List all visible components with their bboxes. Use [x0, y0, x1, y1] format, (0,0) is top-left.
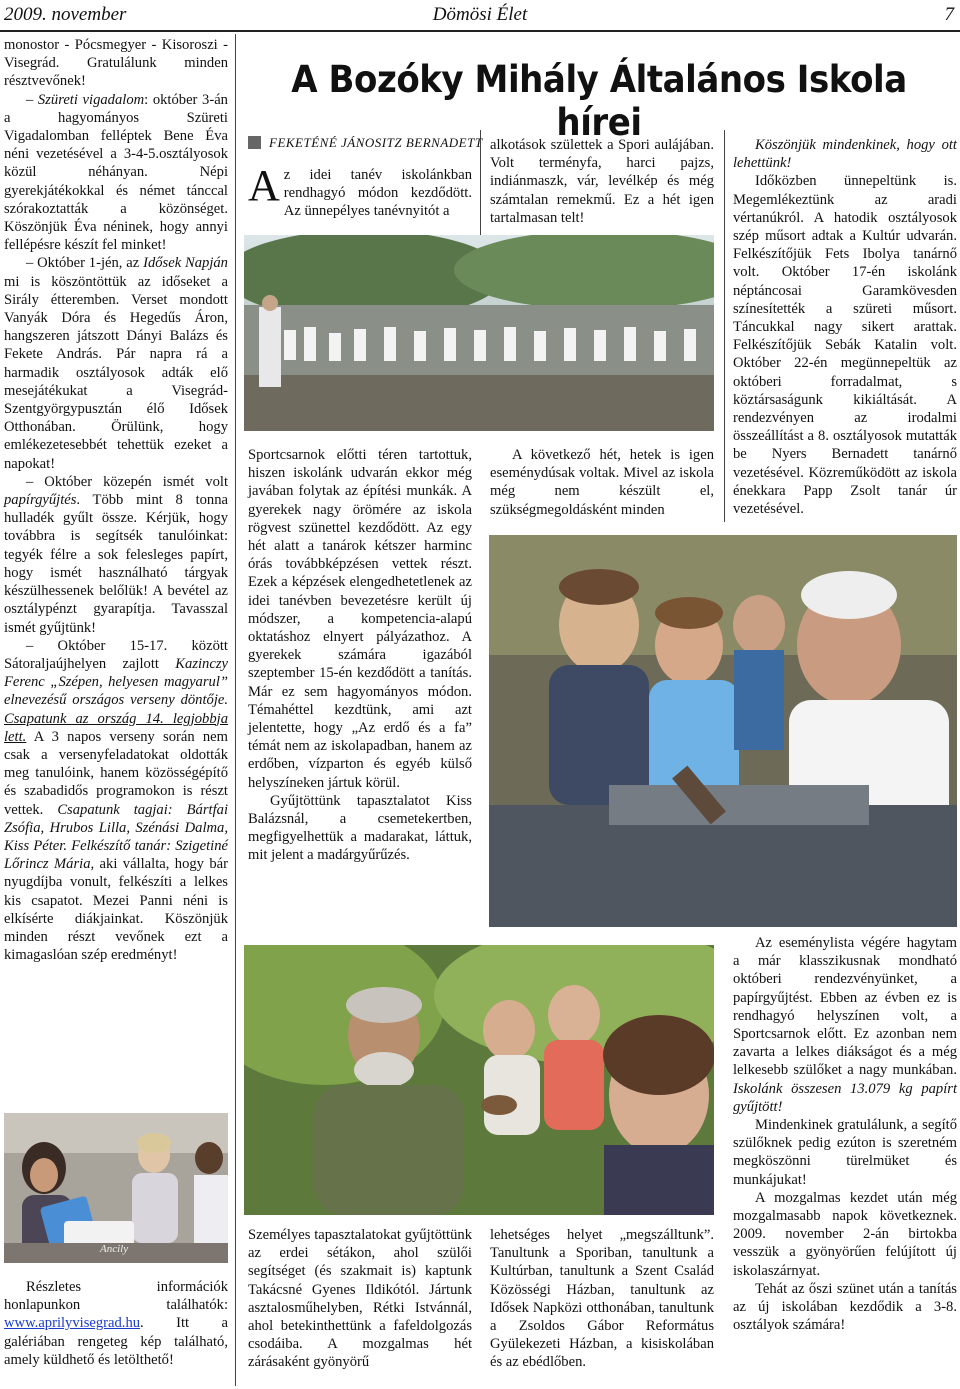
- forest-walk-photo: [244, 945, 714, 1215]
- column-2: [248, 446, 472, 865]
- ceremony-illustration: [244, 235, 714, 431]
- paragraph: – Szüreti vigadalom: október 3-án a hagyományos Szüreti Vigadalomban felléptek Bene Éva néni vezetésével a 3-4-5.osztályosok közül néhányan. Népi gyerekjátékokkal és német tánccal szórakoztatták a közönséget. Köszönjük Éva néninek, hogy annyi fellépésre készít fel minket!: [4, 91, 228, 254]
- paragraph: A következő hét, hetek is igen eseménydúsak voltak. Mivel az iskola még nem készült el, szükségmegoldásként minden: [490, 447, 714, 518]
- paragraph: Személyes tapasztalatokat gyűjtöttünk az erdei sétákon, ahol szülői segítséget (és szakmait is) kaptunk Takácsné Gyenes Ildikótól. Jártunk asztalosműhelyben, Rétki Istvánnál, ahol betekinthettünk a fafeldolgozás csodáiba. A mozgalmas hét zárásaként gyönyörű: [248, 1227, 472, 1371]
- column-2-intro: [248, 161, 472, 221]
- paragraph: Az eseménylista végére hagytam a már klasszikusnak mondható októberi rendezvényünket, a papírgyűjtést. Ebben az évben ez is rendhagyó helyszínen volt, a Sportcsarnok előtt. Ez azonban nem zavarta a lelkes diákságot és a még lelkesebb szülőket a nagy munkában. Iskolánk összesen 13.079 kg papírt gyűjtött!: [733, 935, 957, 1115]
- forest-illustration: [244, 945, 714, 1215]
- column-4: [733, 136, 957, 518]
- byline-text: FEKETÉNÉ JÁNOSITZ BERNADETT: [269, 135, 483, 150]
- byline-marker: [248, 136, 261, 149]
- column-2-bottom: [248, 1226, 472, 1372]
- paragraph: Mindenkinek gratulálunk, a segítő szülőknek pedig ezúton is szeretném megköszönni türelmüket és munkájukat!: [733, 1117, 957, 1188]
- paragraph: – Október közepén ismét volt papírgyűjtés. Több mint 8 tonna hulladék gyűlt össze. Kérjük, hogy továbbra is segítsék tanulóinkat: tegyék félre a sok felesleges papírt, hogy ismét használható tárgyak készülhessenek belőlük! A bevétel az osztálypénzt gyarapítja. Tavasszal ismét gyűjtünk!: [4, 473, 228, 636]
- paragraph: A mozgalmas kezdet után még mozgalmasabb napok következnek. 2009. november 2-án birtokba vesszük a gyönyörűen felújított új iskolaszárnyat.: [733, 1189, 957, 1279]
- page-number: 7: [944, 4, 954, 25]
- computer-class-illustration: [4, 1113, 228, 1263]
- paragraph: Az idei tanév iskolánkban rendhagyó módon kezdődött. Az ünnepélyes tanévnyitót a: [248, 161, 472, 220]
- school-opening-photo: [244, 235, 714, 431]
- woodworking-photo: [489, 535, 957, 927]
- paragraph: – Október 1-jén, az Idősek Napján mi is köszöntöttük az időseket a Sirály étteremben. Verset mondott Vanyák Dóra és Hegedűs Áron, hangszeren játszott Dányi Balázs és Fekete András. Pár napra rá a harmadik osztályosok adták elő mesejátékukat a Visegrád-Szentgyörgypusztán élő Idősek Otthonában. Örülünk, hogy emlékezetesebbét tehettük ezeket a napokat!: [4, 255, 228, 472]
- column-1: [4, 36, 228, 964]
- paragraph: alkotások születtek a Spori aulájában. Volt terményfa, harci pajzs, indiánmaszk, vár, levélkép és még számtalan remekmű. Ez a hét igen tartalmasan telt!: [490, 137, 714, 226]
- column-divider: [724, 130, 725, 522]
- workshop-illustration: [489, 535, 957, 927]
- paragraph: Sportcsarnok előtti téren tartottuk, hiszen iskolánk udvarán ekkor még javában folytak az építési munkák. A gyerekek nagy örömére az iskola rögvest szünettel kezdődött. Az egy hét alatt a tanárok kétszer harminc órás továbbképzésen vettek részt. Ezek a képzések elengedhetetlenek az idei tanévben bevezetésre került új módszer, a kompetencia-alapú oktatáshoz elnyert pályázathoz. A gyerekek számára igazából szeptember 15-én kezdődött a tanítás. Már ez sem hagyományos módon. Témahéttel kezdtünk, ami azt jelentette, hogy „Az erdő és a fa” témát nem az iskolapadban, hanem az erdőben, vízparton és egyéb külső helyszíneken jártuk körül.: [248, 447, 472, 791]
- header-rule: [0, 30, 960, 32]
- column-3: [490, 136, 714, 227]
- paragraph: lehetséges helyet „megszálltunk”. Tanultunk a Sporiban, tanultunk a Kultúrban, tanultunk a Szent Család Közösségi Házban, tanultunk az Idősek Napközi otthonában, tanultunk a Zsoldos Gábor Református Gyülekezeti Házban, a kisiskolában és az ebédlőben.: [490, 1227, 714, 1371]
- paragraph: – Október 15-17. között Sátoraljaújhelyen zajlott Kazinczy Ferenc „Szépen, helyesen magyarul” elnevezésű országos verseny döntője. Csapatunk az ország 14. legjobbja lett. A 3 napos verseny során nem csak a versenyfeladatokat oldották meg tanulóink, hanem közösségépítő és szabadidős programokon is részt vettek. Csapatunk tagjai: Bártfai Zsófia, Hrubos Lilla, Szénási Dalma, Kiss Péter. Felkészítő tanár: Szigetiné Lőrincz Mária, aki vállalta, hogy bár nyugdíjba vonult, felkészíti a lelkes kis csapatot. Mezei Panni néni is elkísérte diákjainkat. Köszönjük minden részt vevőnek ezt a kimagaslóan szép eredményt!: [4, 637, 229, 964]
- paragraph: Időközben ünnepeltünk is. Megemlékeztünk az aradi vértanúkról. A hatodik osztályosok szép műsort adtak a Kultúr udvarán. Felkészítőjük Fets Ibolya tanárnő volt. Október 17-én iskolánk néptáncosai Garamkövesden színesítették a szüreti műsort. Táncukkal nagy sikert arattak. Felkészítőjük Sebák Katalin volt. Október 22-én megünnepeltük az októberi forradalmat, s köztársaságunk kikiáltását. A rendezvényen az irodalmi összeállítást a 8. osztályosok mutatták be Nyers Bernadett tanárnő vezetésével. Közreműködött az iskola énekkara Papp Zsolt tanár úr vezetésével.: [733, 173, 957, 518]
- website-link[interactable]: www.aprilyvisegrad.hu: [4, 1315, 141, 1332]
- column-divider: [235, 34, 236, 1386]
- drop-cap: A: [248, 161, 280, 210]
- paragraph: Részletes információk honlapunkon találhatók: www.aprilyvisegrad.hu. Itt a galériában rengeteg kép található, amely küldhető és letölthető!: [4, 1279, 228, 1368]
- column-4-bottom: [733, 934, 957, 1334]
- paragraph: monostor - Pócsmegyer - Kisoroszi - Visegrád. Gratulálunk minden résztvevőnek!: [4, 37, 228, 90]
- issue-date: 2009. november: [4, 4, 127, 25]
- paragraph: Köszönjük mindenkinek, hogy ott lehettünk!: [733, 137, 957, 172]
- article-title: A Bozóky Mihály Általános Iskola hírei: [291, 58, 907, 144]
- paragraph: Tehát az őszi szünet után a tanítás az új iskolában kezdődik a 3-8. osztályok számára!: [733, 1280, 957, 1334]
- computer-class-photo: [4, 1113, 228, 1263]
- column-3-bottom: [490, 1226, 714, 1372]
- column-3-middle: [490, 446, 714, 519]
- byline: [248, 135, 483, 151]
- photo-caption: Ancily: [100, 1243, 129, 1255]
- newspaper-name: Dömösi Élet: [432, 4, 528, 25]
- paragraph: Gyűjtöttünk tapasztalatot Kiss Balázsnál, a csemetekertben, megfigyelhettük a madarakat, láttuk, mit jelent a madárgyűrűzés.: [248, 792, 472, 864]
- column-1-bottom: [4, 1278, 228, 1369]
